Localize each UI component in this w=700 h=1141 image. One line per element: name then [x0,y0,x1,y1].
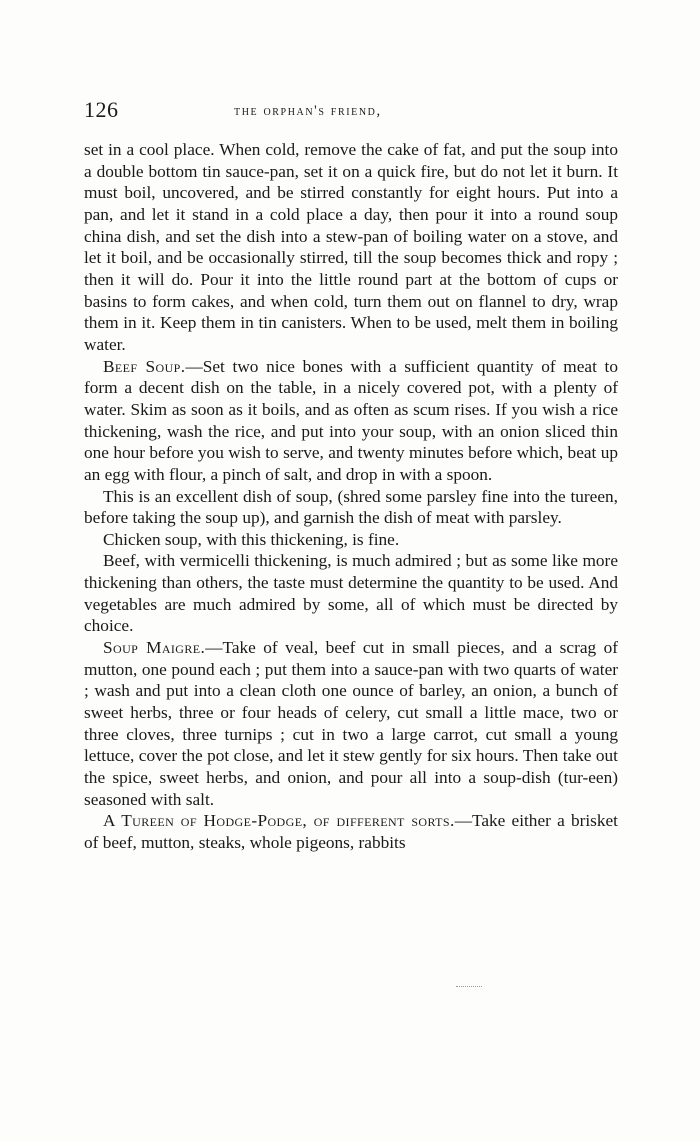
paragraph-text: Chicken soup, with this thickening, is fine. [103,529,400,549]
print-smudge [456,986,482,989]
paragraph-soup-maigre [84,637,618,810]
paragraph-vermicelli [84,550,618,637]
page-header [84,98,618,126]
paragraph-text: —Take either a brisket of beef, mutton, steaks, whole pigeons, rabbits [84,811,618,852]
paragraph-text: This is an excellent dish of soup, (shred some parsley fine into the tureen, before taking the soup up), and garnish the dish of meat with parsley. [84,486,618,528]
running-title: the orphan's friend, [234,103,382,119]
paragraph-text: —Set two nice bones with a sufficient quantity of meat to form a decent dish on the table, in a nicely covered pot, with a plenty of water. Skim as soon as it boils, and as often as scum rises. If you wish a rice thickening, wash the rice, and put into your soup, with an onion sliced thin one hour before you wish to serve, and twenty minutes before which, beat up an egg with flour, a pinch of salt, and drop in with a spoon. [84,356,618,484]
paragraph-text: —Take of veal, beef cut in small pieces, and a scrag of mutton, one pound each ; put them into a sauce-pan with two quarts of water ; wash and put into a clean cloth one ounce of barley, an onion, a bunch of sweet herbs, three or four heads of celery, cut small a little mace, two or three cloves, three turnips ; cut in two a large carrot, cut small a young lettuce, cover the pot close, and let it stew gently for six hours. Then take out the spice, sweet herbs, and onion, and pour all into a soup-dish (tur-een) seasoned with salt. [84,638,618,809]
paragraph-chicken-soup [84,529,618,551]
recipe-heading: A Tureen of Hodge-Podge, of different sorts. [103,811,455,831]
paragraph-beef-soup [84,356,618,486]
page-number: 126 [84,97,119,122]
recipe-heading: Soup Maigre. [103,638,206,658]
recipe-heading: Beef Soup. [103,356,186,376]
paragraph-excellent-dish [84,486,618,529]
paragraph-text: Beef, with vermicelli thickening, is much admired ; but as some like more thickening than others, the taste must determine the quantity to be used. And vegetables are much admired by some, all of which must be directed by choice. [84,551,618,636]
paragraph-text: set in a cool place. When cold, remove the cake of fat, and put the soup into a double bottom tin sauce-pan, set it on a quick fire, but do not let it burn. It must boil, uncovered, and be stirred constantly for eight hours. Put into a pan, and let it stand in a cold place a day, then pour it into a round soup china dish, and set the dish into a stew-pan of boiling water on a stove, and let it boil, and be occasionally stirred, till the soup becomes thick and ropy ; then it will do. Pour it into the little round part at the bottom of cups or basins to form cakes, and when cold, turn them out on flannel to dry, wrap them in it. Keep them in tin canisters. When to be used, melt them in boiling water. [84,140,618,354]
body-text [84,139,618,854]
paragraph-hodge-podge [84,810,618,853]
paragraph-continued [84,139,618,356]
